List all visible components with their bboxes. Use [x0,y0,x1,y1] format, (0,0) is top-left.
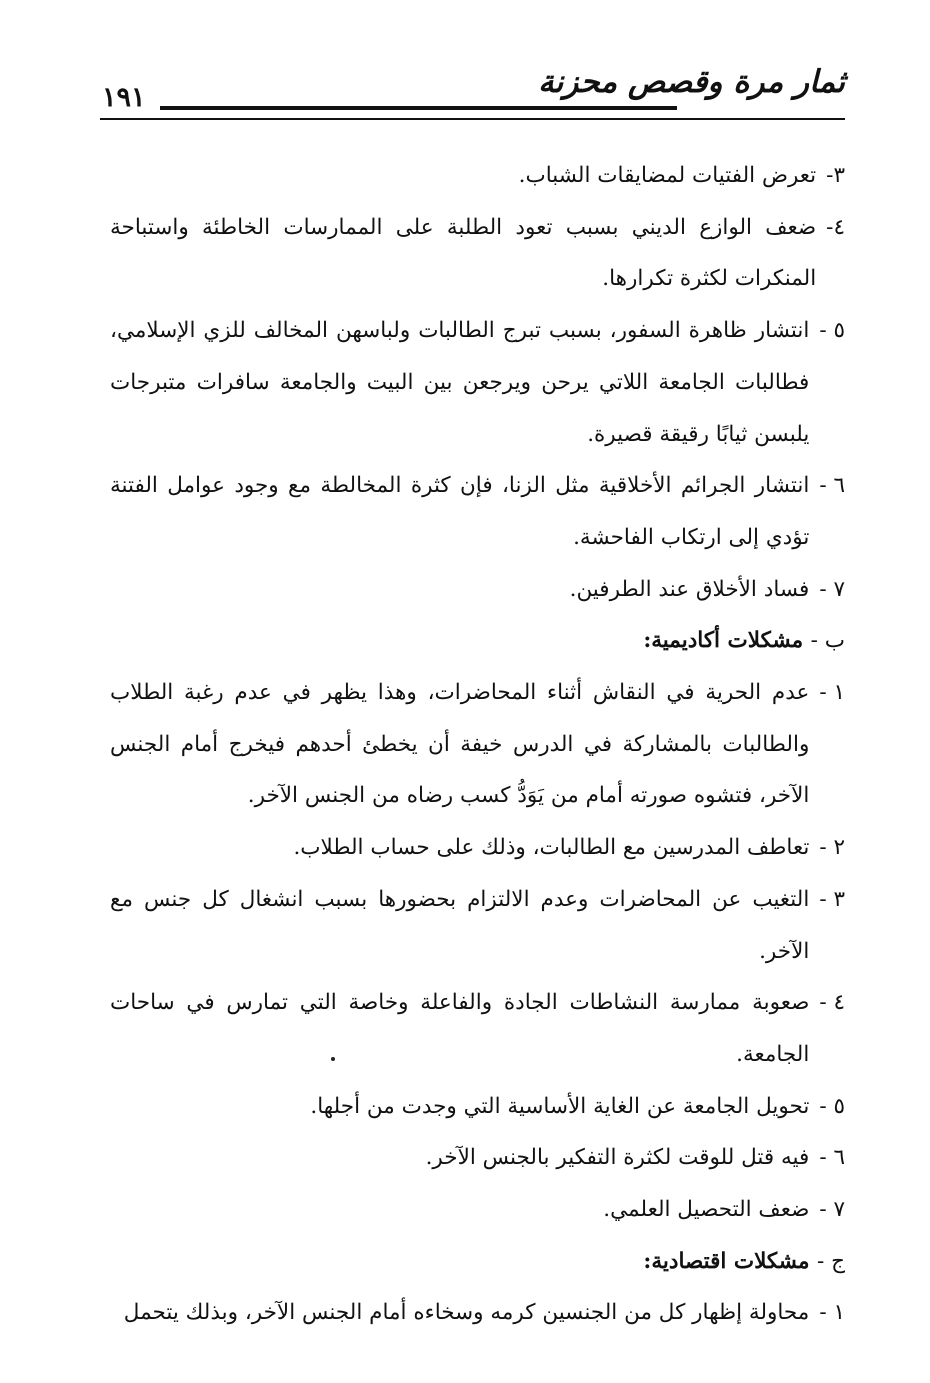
list-item [110,822,845,874]
page-number: ١٩١ [102,82,146,113]
item-number: ٦ - [819,1145,845,1171]
item-text: تحويل الجامعة عن الغاية الأساسية التي وجدت من أجلها. [310,1093,810,1119]
section-title: مشكلات أكاديمية: [643,628,804,654]
section-title: مشكلات اقتصادية: [643,1248,810,1274]
list-item [110,1184,845,1236]
header-rule-thick [160,106,677,110]
item-number: ١ - [819,680,845,706]
stray-ink-dot [331,1057,335,1061]
item-number: ٤- [826,214,845,240]
list-item [110,1081,845,1133]
list-item [110,150,845,202]
item-number: ٥ - [819,1093,845,1119]
list-item [110,977,845,1080]
item-text: ضعف التحصيل العلمي. [603,1197,810,1223]
list-item [110,667,845,822]
item-number: ١ - [819,1300,845,1326]
item-number: ٤ - [819,990,845,1016]
list-item [110,202,845,305]
item-number: ٢ - [819,835,845,861]
item-text: صعوبة ممارسة النشاطات الجادة والفاعلة وخاصة التي تمارس في ساحات الجامعة. [110,990,810,1067]
item-text: ضعف الوازع الديني بسبب تعود الطلبة على الممارسات الخاطئة واستباحة المنكرات لكثرة تكرارها. [110,214,817,292]
list-item [110,1287,845,1339]
list-item [110,564,845,616]
item-text: فساد الأخلاق عند الطرفين. [569,576,810,602]
page-body [110,150,845,1339]
item-number: ٧ - [819,1197,845,1223]
section-heading-economic [110,1236,845,1288]
item-text: محاولة إظهار كل من الجنسين كرمه وسخاءه أمام الجنس الآخر، وبذلك يتحمل [123,1300,810,1326]
item-number: ٦ - [819,473,845,499]
item-number: ٣ - [819,886,845,912]
header-rule-thin [100,118,845,120]
item-text: تعرض الفتيات لمضايقات الشباب. [518,163,817,188]
list-item [110,1132,845,1184]
section-letter: ب - [810,628,845,654]
item-text: انتشار ظاهرة السفور، بسبب تبرج الطالبات ولباسهن المخالف للزي الإسلامي، فطالبات الجامعة اللاتي يرحن ويرجعن بين البيت والجامعة سافرات متبرجات يلبسن ثيابًا رقيقة قصيرة. [110,318,810,447]
list-item [110,305,845,460]
item-text: تعاطف المدرسين مع الطالبات، وذلك على حساب الطلاب. [293,835,810,861]
section-heading-academic [110,615,845,667]
item-text: التغيب عن المحاضرات وعدم الالتزام بحضورها بسبب انشغال كل جنس مع الآخر. [110,886,810,964]
item-text: فيه قتل للوقت لكثرة التفكير بالجنس الآخر. [425,1145,810,1171]
item-number: ٣- [826,163,845,188]
list-item [110,460,845,563]
item-text: عدم الحرية في النقاش أثناء المحاضرات، وهذا يظهر في عدم رغبة الطلاب والطالبات بالمشاركة في الدرس خيفة أن يخطئ أحدهم فيخرج أمام الجنس الآخر، فتشوه صورته أمام من يَوَدُّ كسب رضاه من الجنس الآخر. [110,680,810,809]
page-header [100,60,845,130]
section-letter: ج - [817,1248,845,1274]
running-title: ثمار مرة وقصص محزنة [538,64,845,100]
item-text: انتشار الجرائم الأخلاقية مثل الزنا، فإن كثرة المخالطة مع وجود عوامل الفتنة تؤدي إلى ارتكاب الفاحشة. [110,473,810,550]
item-number: ٥ - [819,318,845,344]
list-item [110,874,845,977]
item-number: ٧ - [819,576,845,602]
